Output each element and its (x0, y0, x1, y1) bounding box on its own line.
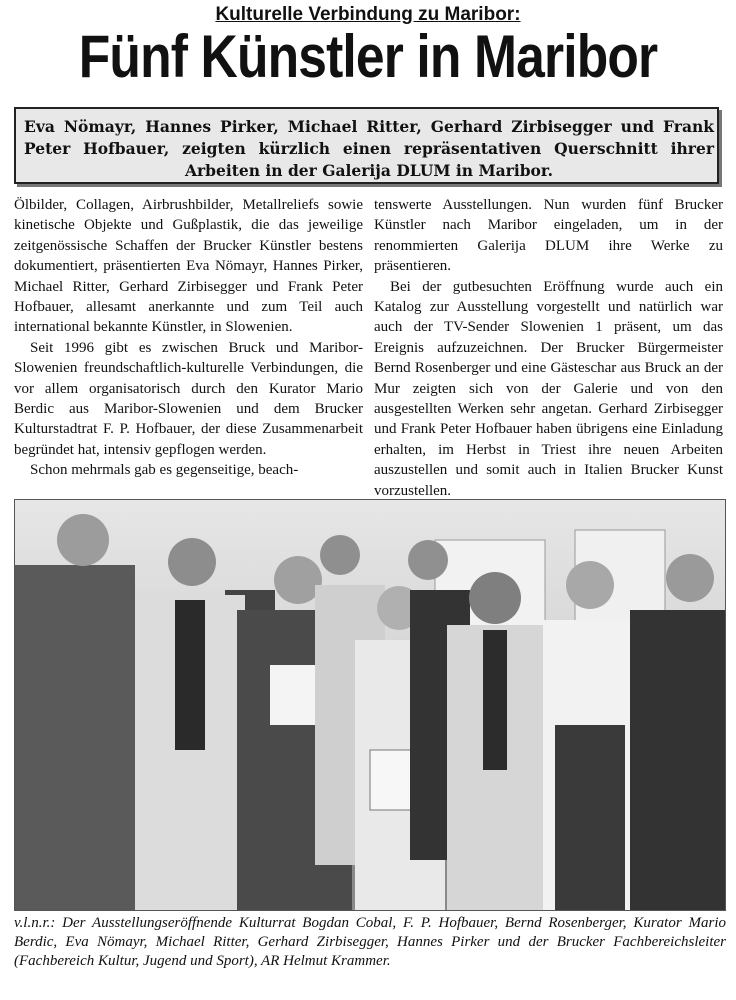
lead-paragraph: Eva Nömayr, Hannes Pirker, Michael Ritter, Gerhard Zirbisegger und Frank Peter Hofbauer, zeigten kürzlich einen repräsentativen Querschnitt ihrer Arbeiten in der Galerija DLUM in Maribor. (24, 117, 714, 180)
photo-caption: v.l.n.r.: Der Ausstellungseröffnende Kulturrat Bogdan Cobal, F. P. Hofbauer, Bernd Rosenberger, Kurator Mario Berdic, Eva Nömayr, Michael Ritter, Gerhard Zirbisegger, Hannes Pirker und der Brucker Fachbereichsleiter (Fachbereich Kultur, Jugend und Sport), AR Helmut Krammer. (14, 915, 726, 969)
body-paragraph: Ölbilder, Collagen, Airbrushbilder, Metallreliefs sowie kinetische Objekte und Gußplastik, die das jeweilige zeitgenössische Schaffen der Brucker Künstler bestens dokumentiert, präsentierten Eva Nömayr, Hannes Pirker, Michael Ritter, Gerhard Zirbisegger und Frank Peter Hofbauer, allesamt anerkannte und zum Teil auch international bekannte Künstler, in Slowenien. (14, 197, 363, 336)
body-column-right (374, 195, 723, 501)
headline: Fünf Künstler in Maribor (78, 23, 658, 90)
group-photo-illustration (15, 500, 726, 911)
body-paragraph: tenswerte Ausstellungen. Nun wurden fünf Brucker Künstler nach Maribor eingeladen, um in der renommierten Galerija DLUM ihre Werke zu präsentieren. (374, 197, 723, 275)
body-paragraph: Seit 1996 gibt es zwischen Bruck und Maribor-Slowenien freundschaftlich-kulturelle Verbindungen, die vor allem organisatorisch durch den Kurator Mario Berdic aus Maribor-Slowenien und dem Brucker Kulturstadtrat F. P. Hofbauer, der diese Zusammenarbeit begründet hat, intensiv gepflogen werden. (14, 339, 363, 458)
body-paragraph: Bei der gutbesuchten Eröffnung wurde auch ein Katalog zur Ausstellung vorgestellt und natürlich war auch der TV-Sender Slowenien 1 präsent, um das Ereignis aufzuzeichnen. Der Brucker Bürgermeister Bernd Rosenberger und eine Gästeschar aus Bruck an der Mur zeigten sich von der Galerie und von den ausgestellten Werken sehr angetan. Gerhard Zirbisegger und Frank Peter Hofbauer haben übrigens eine Einladung erhalten, im Herbst in Triest ihre neuen Arbeiten auszustellen und somit auch in Italien Brucker Kunst vorzustellen. (374, 278, 723, 499)
body-column-left (14, 195, 363, 481)
body-paragraph: Schon mehrmals gab es gegenseitige, beach- (30, 462, 299, 479)
group-photo (14, 499, 726, 911)
kicker-line: Kulturelle Verbindung zu Maribor: (215, 4, 521, 25)
